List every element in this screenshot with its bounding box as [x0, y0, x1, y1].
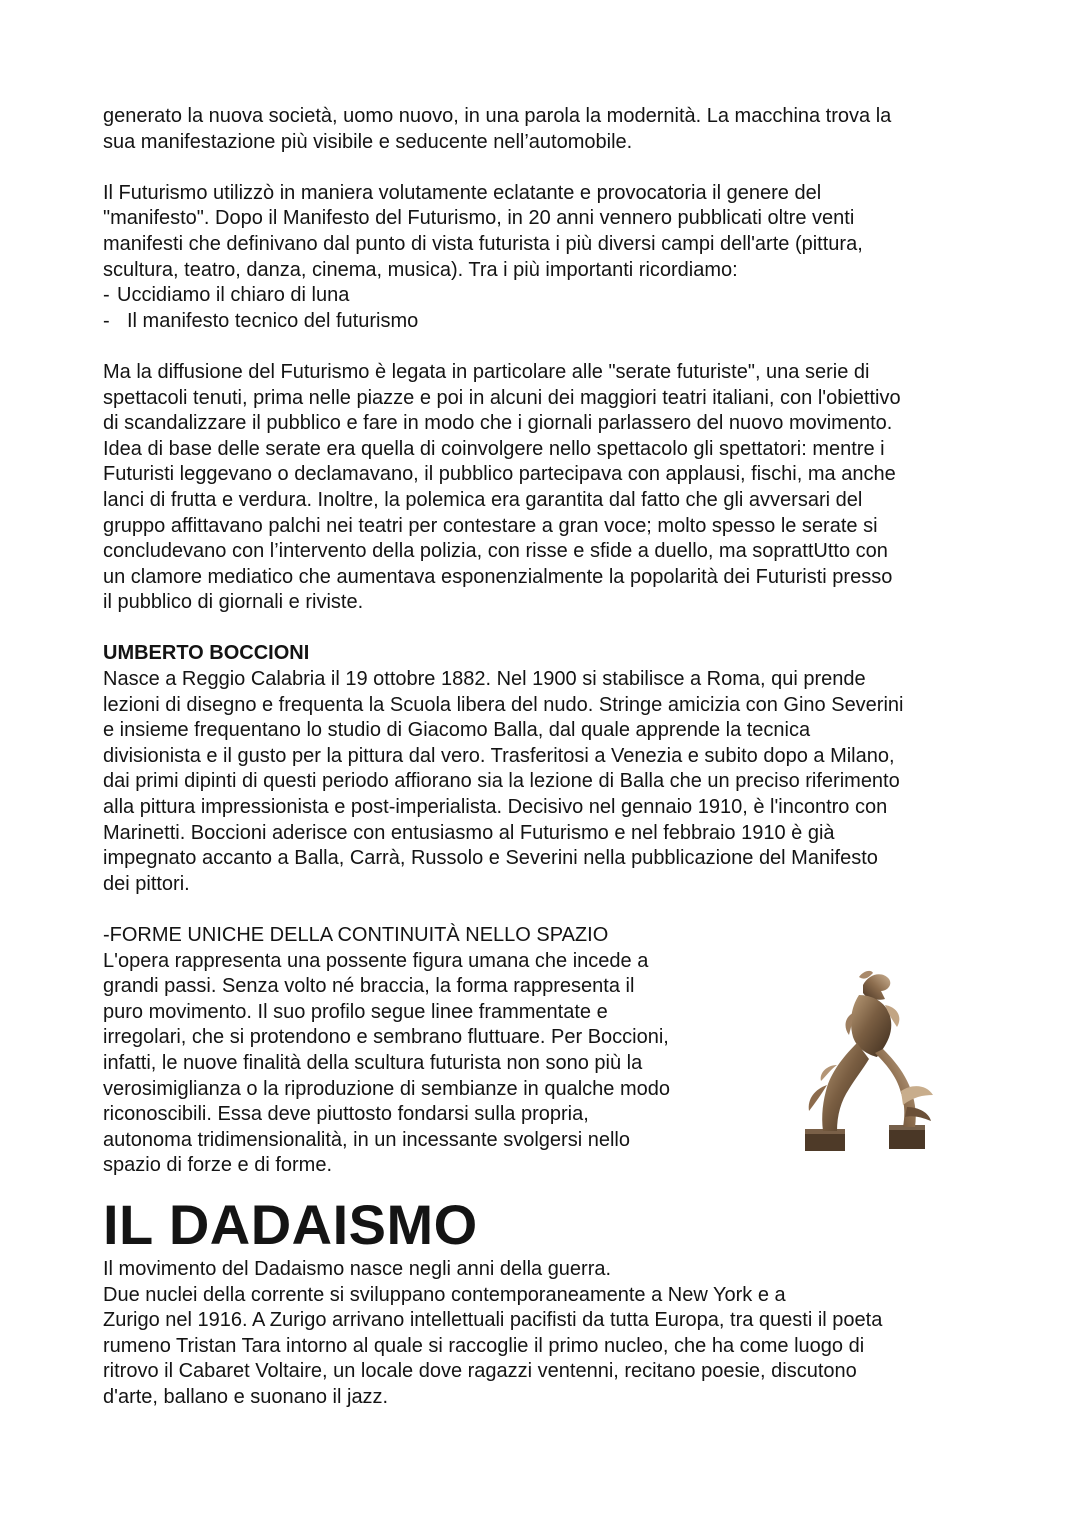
paragraph-gap — [103, 155, 983, 181]
text-line: grandi passi. Senza volto né braccia, la forma rappresenta il — [103, 975, 635, 998]
list-item-text: Il manifesto tecnico del futurismo — [127, 309, 419, 332]
text-line: d'arte, ballano e suonano il jazz. — [103, 1385, 389, 1408]
bronze-sculpture-illustration — [797, 965, 937, 1155]
text-line: Due nuclei della corrente si sviluppano contemporaneamente a New York e a — [103, 1283, 786, 1306]
text-line: scultura, teatro, danza, cinema, musica). Tra i più importanti ricordiamo: — [103, 258, 738, 281]
text-line: irregolari, che si protendono e sembrano fluttuare. Per Boccioni, — [103, 1026, 669, 1049]
text-line: di scandalizzare il pubblico e fare in modo che i giornali parlassero del nuovo movimento. — [103, 412, 893, 435]
dadaismo-heading: IL DADAISMO — [103, 1192, 478, 1256]
text-line: rumeno Tristan Tara intorno al quale si raccoglie il primo nucleo, che ha come luogo di — [103, 1334, 865, 1357]
text-line: Ma la diffusione del Futurismo è legata in particolare alle "serate futuriste", una serie di — [103, 360, 870, 383]
paragraph-gap — [103, 616, 983, 642]
text-line: impegnato accanto a Balla, Carrà, Russolo e Severini nella pubblicazione del Manifesto — [103, 847, 878, 870]
intro-paragraph — [103, 104, 983, 155]
manifesto-paragraph — [103, 181, 983, 335]
text-line: Futuristi leggevano o declamavano, il pubblico partecipava con applausi, fischi, ma anche — [103, 463, 896, 486]
text-line: Il Futurismo utilizzò in maniera volutamente eclatante e provocatoria il genere del — [103, 181, 822, 204]
boccioni-section — [103, 641, 983, 897]
artwork-section — [103, 923, 983, 1179]
text-line: Nasce a Reggio Calabria il 19 ottobre 1882. Nel 1900 si stabilisce a Roma, qui prende — [103, 668, 866, 691]
text-line: un clamore mediatico che aumentava esponenzialmente la popolarità dei Futuristi presso — [103, 565, 893, 588]
text-line: spettacoli tenuti, prima nelle piazze e poi in alcuni dei maggiori teatri italiani, con l'obiettivo — [103, 386, 901, 409]
text-line: generato la nuova società, uomo nuovo, in una parola la modernità. La macchina trova la — [103, 105, 892, 127]
text-line: autonoma tridimensionalità, in un incessante svolgersi nello — [103, 1128, 630, 1151]
paragraph-gap — [103, 334, 983, 360]
list-item-text: Uccidiamo il chiaro di luna — [117, 284, 350, 307]
text-line: riconoscibili. Essa deve piuttosto fondarsi sulla propria, — [103, 1103, 589, 1126]
text-line: L'opera rappresenta una possente figura umana che incede a — [103, 949, 649, 972]
paragraph-gap — [103, 897, 983, 923]
list-item — [103, 283, 983, 309]
text-line: "manifesto". Dopo il Manifesto del Futurismo, in 20 anni vennero pubblicati oltre venti — [103, 207, 855, 230]
text-line: Marinetti. Boccioni aderisce con entusiasmo al Futurismo e nel febbraio 1910 è già — [103, 821, 835, 844]
text-line: il pubblico di giornali e riviste. — [103, 591, 364, 614]
artwork-description — [103, 923, 743, 1179]
text-line: dai primi dipinti di questi periodo affiorano sia la lezione di Balla che un preciso riferimento — [103, 770, 900, 793]
text-line: divisionista e il gusto per la pittura dal vero. Trasferitosi a Venezia e subito dopo a Milano, — [103, 744, 895, 767]
text-line: infatti, le nuove finalità della scultura futurista non sono più la — [103, 1051, 643, 1074]
document-page — [103, 104, 983, 1411]
text-line: lanci di frutta e verdura. Inoltre, la polemica era garantita dal fatto che gli avversari del — [103, 488, 863, 511]
text-line: spazio di forze e di forme. — [103, 1154, 332, 1177]
text-line: e insieme frequentano lo studio di Giacomo Balla, dal quale apprende la tecnica — [103, 719, 811, 742]
manifesto-list — [103, 283, 983, 334]
sculpture-image — [797, 965, 977, 1160]
section-heading: UMBERTO BOCCIONI — [103, 642, 310, 665]
text-line: alla pittura impressionista e post-imperialista. Decisivo nel gennaio 1910, è l'incontro con — [103, 796, 888, 819]
text-line: concludevano con l’intervento della polizia, con risse e sfide a duello, ma soprattUtto con — [103, 540, 888, 563]
text-line: Idea di base delle serate era quella di coinvolgere nello spettacolo gli spettatori: mentre i — [103, 437, 885, 460]
artwork-title: -FORME UNICHE DELLA CONTINUITÀ NELLO SPAZIO — [103, 924, 609, 946]
text-line: verosimiglianza o la riproduzione di sembianze in qualche modo — [103, 1077, 670, 1100]
bullet: - — [103, 284, 110, 307]
text-line: dei pittori. — [103, 872, 190, 895]
left-leg — [822, 1043, 869, 1131]
bullet: - — [103, 309, 110, 332]
list-item — [103, 309, 983, 335]
text-line: sua manifestazione più visibile e seducente nell’automobile. — [103, 130, 633, 153]
text-line: manifesti che definivano dal punto di vista futurista i più diversi campi dell'arte (pittura, — [103, 232, 863, 255]
text-line: ritrovo il Cabaret Voltaire, un locale dove ragazzi ventenni, recitano poesie, discutono — [103, 1360, 857, 1383]
text-line: Il movimento del Dadaismo nasce negli anni della guerra. — [103, 1257, 612, 1280]
text-line: gruppo affittavano palchi nei teatri per contestare a gran voce; molto spesso le serate si — [103, 514, 878, 537]
text-line: lezioni di disegno e frequenta la Scuola libera del nudo. Stringe amicizia con Gino Severini — [103, 693, 904, 716]
serate-paragraph — [103, 360, 983, 616]
dadaismo-paragraph — [103, 1257, 983, 1411]
text-line: puro movimento. Il suo profilo segue linee frammentate e — [103, 1000, 608, 1023]
text-line: Zurigo nel 1916. A Zurigo arrivano intellettuali pacifisti da tutta Europa, tra questi il poeta — [103, 1309, 883, 1332]
